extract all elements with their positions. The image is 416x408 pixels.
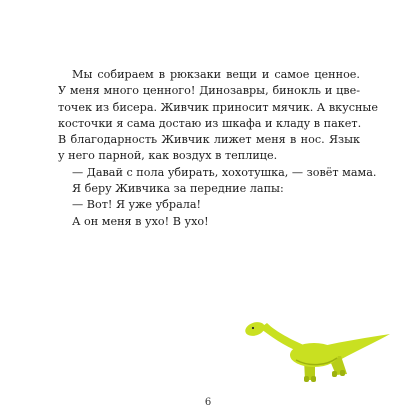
dinosaur-foot xyxy=(332,371,337,377)
dialogue-line: — Давай с пола убирать, хохотушка, — зовёт мама. xyxy=(72,165,377,179)
dinosaur-head xyxy=(244,320,267,339)
dinosaur-foot xyxy=(304,376,309,382)
text-line: В благодарность Живчик лижет меня в нос. Язык xyxy=(58,133,360,147)
text-line: косточки я сама достаю из шкафа и кладу в пакет. xyxy=(58,116,362,130)
page-number: 6 xyxy=(204,397,212,408)
text-line: Я беру Живчика за передние лапы: xyxy=(72,182,284,196)
dinosaur-eye xyxy=(252,327,254,329)
text-block xyxy=(58,67,378,230)
dinosaur-foot xyxy=(340,370,345,376)
text-line: А он меня в ухо! В ухо! xyxy=(72,214,209,228)
dinosaur-icon xyxy=(244,318,392,390)
text-line: точек из бисера. Живчик приносит мячик. А вкусные xyxy=(58,100,378,114)
text-line: у него парной, как воздух в теплице. xyxy=(58,149,278,163)
dinosaur-neck xyxy=(260,323,306,352)
text-line: У меня много ценного! Динозавры, бинокль и цве- xyxy=(58,84,360,98)
dialogue-line: — Вот! Я уже убрала! xyxy=(72,198,202,212)
dinosaur-foot xyxy=(311,376,316,382)
text-line: Мы собираем в рюкзаки вещи и самое ценное. xyxy=(72,68,360,81)
